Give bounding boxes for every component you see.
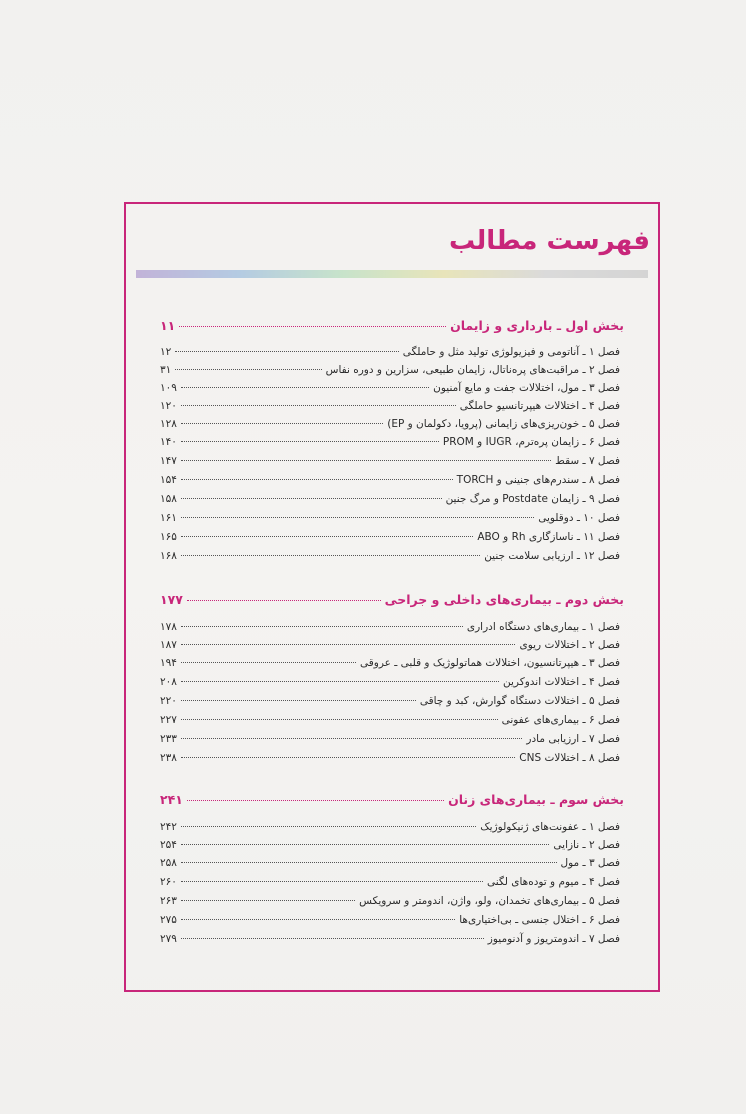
chapter-title: فصل ۵ ـ بیماری‌های تخمدان، ولو، واژن، اندومتر و سرویکس xyxy=(359,895,620,907)
chapter-page-number: ۱۴۰ xyxy=(160,436,177,448)
chapter-page-number: ۱۴۷ xyxy=(160,455,177,467)
chapter-page-number: ۱۶۱ xyxy=(160,512,177,524)
dot-leader xyxy=(181,826,476,827)
chapter-entry xyxy=(160,531,620,548)
chapter-page-number: ۲۷۹ xyxy=(160,933,177,945)
chapter-title: فصل ۷ ـ سقط xyxy=(555,455,620,467)
dot-leader xyxy=(181,681,499,682)
chapter-entry xyxy=(160,857,620,874)
dot-leader xyxy=(181,441,439,442)
chapter-page-number: ۲۴۲ xyxy=(160,821,177,833)
chapter-page-number: ۱۷۸ xyxy=(160,621,177,633)
dot-leader xyxy=(181,423,383,424)
section-title: بخش اول ـ بارداری و زایمان xyxy=(450,318,624,333)
chapter-title: فصل ۴ ـ اختلالات اندوکرین xyxy=(503,676,620,688)
section-page-number: ۱۷۷ xyxy=(160,592,183,607)
chapter-page-number: ۱۵۴ xyxy=(160,474,177,486)
page-title: فهرست مطالب xyxy=(449,226,650,256)
dot-leader xyxy=(179,326,446,327)
chapter-title: فصل ۶ ـ بیماری‌های عفونی xyxy=(501,714,620,726)
chapter-entry xyxy=(160,714,620,731)
chapter-title: فصل ۳ ـ مول، اختلالات جفت و مایع آمنیون xyxy=(433,382,620,394)
dot-leader xyxy=(181,919,455,920)
chapter-entry xyxy=(160,418,620,435)
section-heading xyxy=(160,318,624,333)
chapter-page-number: ۱۲۸ xyxy=(160,418,177,430)
section-title: بخش سوم ـ بیماری‌های زنان xyxy=(448,792,624,807)
dot-leader xyxy=(181,900,355,901)
chapter-title: فصل ۴ ـ میوم و توده‌های لگنی xyxy=(486,876,620,888)
chapter-page-number: ۲۶۰ xyxy=(160,876,177,888)
dot-leader xyxy=(181,479,453,480)
chapter-title: فصل ۳ ـ هیپرتانسیون، اختلالات هماتولوژیک و قلبی ـ عروقی xyxy=(360,657,620,669)
chapter-entry xyxy=(160,933,620,950)
chapter-page-number: ۲۰۸ xyxy=(160,676,177,688)
chapter-page-number: ۱۶۵ xyxy=(160,531,177,543)
chapter-title: فصل ۲ ـ اختلالات ریوی xyxy=(519,639,620,651)
chapter-entry xyxy=(160,821,620,838)
chapter-page-number: ۱۹۴ xyxy=(160,657,177,669)
chapter-title: فصل ۵ ـ خون‌ریزی‌های زایمانی (پرویا، دکولمان و EP) xyxy=(387,418,620,430)
chapter-entry xyxy=(160,676,620,693)
section-page-number: ۲۴۱ xyxy=(160,792,183,807)
dot-leader xyxy=(181,517,534,518)
chapter-page-number: ۱۶۸ xyxy=(160,550,177,562)
chapter-page-number: ۲۵۴ xyxy=(160,839,177,851)
dot-leader xyxy=(187,600,381,601)
dot-leader xyxy=(181,555,480,556)
dot-leader xyxy=(181,626,463,627)
section-page-number: ۱۱ xyxy=(160,318,176,333)
chapter-title: فصل ۲ ـ نازایی xyxy=(553,839,620,851)
chapter-page-number: ۲۳۳ xyxy=(160,733,177,745)
section-title: بخش دوم ـ بیماری‌های داخلی و جراحی xyxy=(384,592,624,607)
dot-leader xyxy=(181,938,484,939)
chapter-title: فصل ۱ ـ عفونت‌های ژنیکولوژیک xyxy=(480,821,620,833)
chapter-page-number: ۱۵۸ xyxy=(160,493,177,505)
dot-leader xyxy=(181,844,549,845)
chapter-entry xyxy=(160,695,620,712)
chapter-title: فصل ۱۱ ـ ناسازگاری Rh و ABO xyxy=(477,531,620,543)
chapter-entry xyxy=(160,400,620,417)
dot-leader xyxy=(181,387,429,388)
dot-leader xyxy=(181,498,442,499)
dot-leader xyxy=(175,351,398,352)
chapter-page-number: ۱۲ xyxy=(160,346,172,358)
dot-leader xyxy=(181,662,356,663)
dot-leader xyxy=(175,369,321,370)
chapter-entry xyxy=(160,733,620,750)
chapter-title: فصل ۷ ـ اندومتریوز و آدنومیوز xyxy=(487,933,620,945)
dot-leader xyxy=(181,405,456,406)
chapter-title: فصل ۱۲ ـ ارزیابی سلامت جنین xyxy=(484,550,620,562)
chapter-entry xyxy=(160,346,620,363)
chapter-page-number: ۱۲۰ xyxy=(160,400,177,412)
chapter-title: فصل ۹ ـ زایمان Postdate و مرگ جنین xyxy=(445,493,620,505)
chapter-entry xyxy=(160,914,620,931)
title-underline-bar xyxy=(136,270,648,278)
dot-leader xyxy=(181,881,483,882)
dot-leader xyxy=(181,644,516,645)
section-heading xyxy=(160,792,624,807)
section-heading xyxy=(160,592,624,607)
chapter-entry xyxy=(160,839,620,856)
chapter-title: فصل ۱ ـ بیماری‌های دستگاه ادراری xyxy=(466,621,620,633)
chapter-page-number: ۲۲۷ xyxy=(160,714,177,726)
chapter-entry xyxy=(160,752,620,769)
dot-leader xyxy=(181,460,551,461)
chapter-page-number: ۱۸۷ xyxy=(160,639,177,651)
chapter-entry xyxy=(160,657,620,674)
chapter-title: فصل ۱ ـ آناتومی و فیزیولوژی تولید مثل و حاملگی xyxy=(402,346,620,358)
chapter-title: فصل ۶ ـ زایمان پره‌ترم، IUGR و PROM xyxy=(442,436,620,448)
chapter-entry xyxy=(160,455,620,472)
chapter-title: فصل ۱۰ ـ دوقلویی xyxy=(538,512,620,524)
chapter-page-number: ۳۱ xyxy=(160,364,172,376)
chapter-page-number: ۲۶۳ xyxy=(160,895,177,907)
chapter-entry xyxy=(160,512,620,529)
chapter-page-number: ۱۰۹ xyxy=(160,382,177,394)
chapter-entry xyxy=(160,876,620,893)
dot-leader xyxy=(181,536,473,537)
chapter-page-number: ۲۲۰ xyxy=(160,695,177,707)
chapter-entry xyxy=(160,493,620,510)
dot-leader xyxy=(181,719,498,720)
chapter-entry xyxy=(160,382,620,399)
dot-leader xyxy=(181,700,416,701)
chapter-title: فصل ۶ ـ اختلال جنسی ـ بی‌اختیاری‌ها xyxy=(459,914,620,926)
chapter-page-number: ۲۵۸ xyxy=(160,857,177,869)
dot-leader xyxy=(181,862,557,863)
chapter-title: فصل ۸ ـ سندرم‌های جنینی و TORCH xyxy=(456,474,620,486)
chapter-title: فصل ۲ ـ مراقبت‌های پره‌ناتال، زایمان طبیعی، سزارین و دوره نفاس xyxy=(325,364,620,376)
chapter-title: فصل ۵ ـ اختلالات دستگاه گوارش، کبد و چاقی xyxy=(419,695,620,707)
chapter-page-number: ۲۳۸ xyxy=(160,752,177,764)
chapter-entry xyxy=(160,621,620,638)
chapter-entry xyxy=(160,436,620,453)
chapter-entry xyxy=(160,639,620,656)
chapter-entry xyxy=(160,364,620,381)
chapter-entry xyxy=(160,474,620,491)
chapter-entry xyxy=(160,550,620,567)
chapter-entry xyxy=(160,895,620,912)
chapter-page-number: ۲۷۵ xyxy=(160,914,177,926)
dot-leader xyxy=(181,757,515,758)
chapter-title: فصل ۷ ـ ارزیابی مادر xyxy=(526,733,620,745)
chapter-title: فصل ۴ ـ اختلالات هیپرتانسیو حاملگی xyxy=(459,400,620,412)
chapter-title: فصل ۳ ـ مول xyxy=(560,857,620,869)
chapter-title: فصل ۸ ـ اختلالات CNS xyxy=(519,752,620,764)
dot-leader xyxy=(181,738,523,739)
dot-leader xyxy=(187,800,444,801)
